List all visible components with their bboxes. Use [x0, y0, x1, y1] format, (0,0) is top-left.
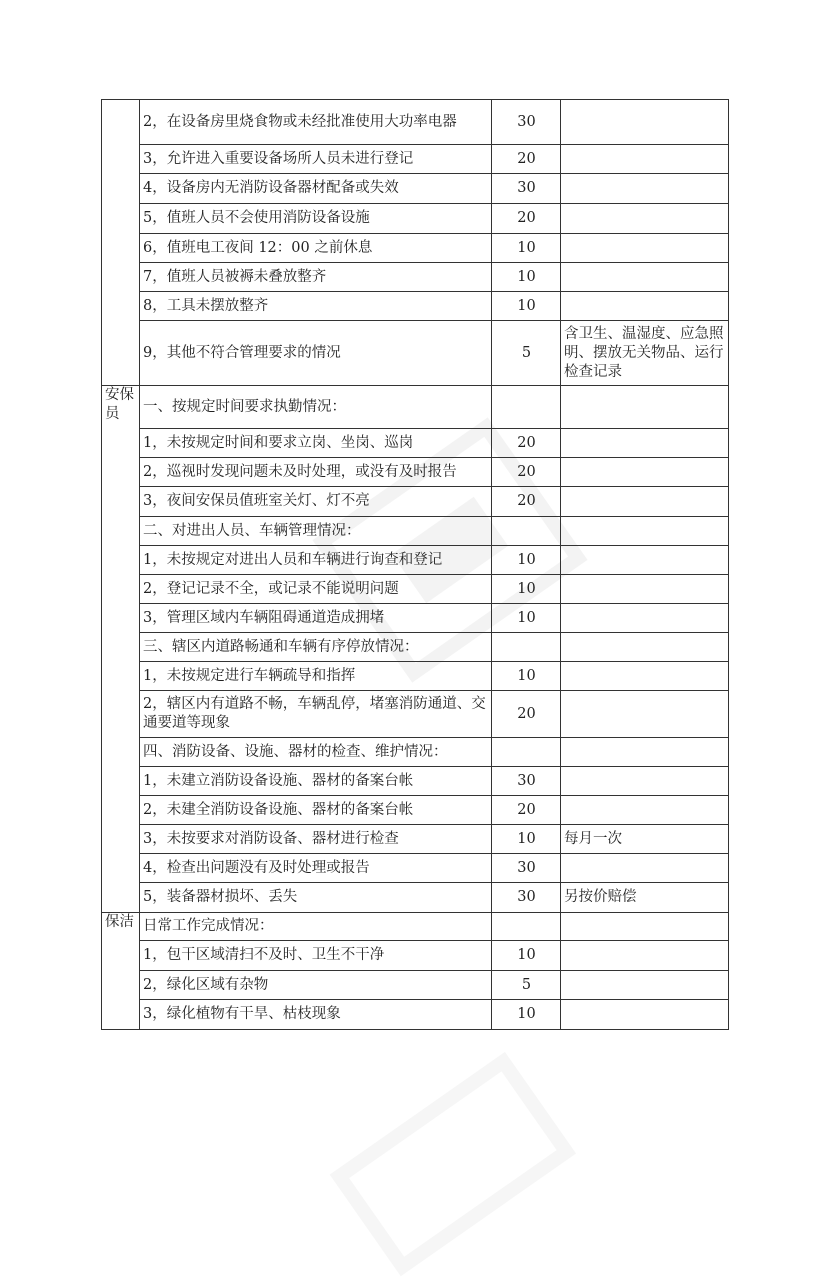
score-cell: 30: [492, 100, 561, 145]
item-cell: 2，在设备房里烧食物或未经批准使用大功率电器: [140, 100, 492, 145]
note-cell: [561, 796, 729, 825]
item-cell: 5，装备器材损坏、丢失: [140, 883, 492, 913]
score-cell: [492, 517, 561, 546]
table-row: [102, 100, 729, 145]
score-cell: 30: [492, 854, 561, 883]
note-cell: [561, 546, 729, 575]
table-row: [102, 691, 729, 738]
table-row: [102, 854, 729, 883]
item-cell: 二、对进出人员、车辆管理情况：: [140, 517, 492, 546]
table-body: [102, 100, 729, 1030]
score-cell: 10: [492, 941, 561, 971]
table-row: [102, 971, 729, 1000]
note-cell: [561, 386, 729, 429]
item-cell: 1，未建立消防设备设施、器材的备案台帐: [140, 767, 492, 796]
score-cell: 10: [492, 825, 561, 854]
note-cell: 每月一次: [561, 825, 729, 854]
table-row: [102, 517, 729, 546]
item-cell: 1，未按规定进行车辆疏导和指挥: [140, 662, 492, 691]
note-cell: 含卫生、温湿度、应急照明、摆放无关物品、运行检查记录: [561, 321, 729, 386]
score-cell: [492, 633, 561, 662]
item-cell: 2，辖区内有道路不畅，车辆乱停，堵塞消防通道、交通要道等现象: [140, 691, 492, 738]
table-row: [102, 429, 729, 458]
table-row: [102, 941, 729, 971]
table-row: [102, 825, 729, 854]
item-cell: 日常工作完成情况：: [140, 913, 492, 941]
section-label: [102, 100, 140, 386]
item-cell: 6，值班电工夜间 12：00 之前休息: [140, 234, 492, 263]
table-row: [102, 292, 729, 321]
table-row: [102, 796, 729, 825]
note-cell: [561, 767, 729, 796]
score-cell: 5: [492, 971, 561, 1000]
table-row: [102, 204, 729, 234]
note-cell: [561, 633, 729, 662]
note-cell: [561, 575, 729, 604]
score-cell: 30: [492, 174, 561, 204]
note-cell: [561, 174, 729, 204]
note-cell: 另按价赔偿: [561, 883, 729, 913]
table-row: [102, 546, 729, 575]
section-label: 安保员: [102, 386, 140, 913]
note-cell: [561, 204, 729, 234]
section-label: 保洁: [102, 913, 140, 1030]
note-cell: [561, 738, 729, 767]
score-cell: 20: [492, 796, 561, 825]
item-cell: 3，允许进入重要设备场所人员未进行登记: [140, 145, 492, 174]
note-cell: [561, 100, 729, 145]
table-row: [102, 321, 729, 386]
score-cell: 20: [492, 458, 561, 487]
item-cell: 3，绿化植物有干旱、枯枝现象: [140, 1000, 492, 1030]
table-row: [102, 662, 729, 691]
score-cell: 20: [492, 204, 561, 234]
item-cell: 2，未建全消防设备设施、器材的备案台帐: [140, 796, 492, 825]
note-cell: [561, 854, 729, 883]
note-cell: [561, 517, 729, 546]
score-cell: [492, 386, 561, 429]
note-cell: [561, 292, 729, 321]
score-cell: 10: [492, 662, 561, 691]
inspection-score-table: [101, 99, 729, 1030]
item-cell: 1，未按规定时间和要求立岗、坐岗、巡岗: [140, 429, 492, 458]
score-cell: 10: [492, 234, 561, 263]
item-cell: 1，未按规定对进出人员和车辆进行询查和登记: [140, 546, 492, 575]
score-cell: 10: [492, 575, 561, 604]
item-cell: 8，工具未摆放整齐: [140, 292, 492, 321]
table-row: [102, 883, 729, 913]
note-cell: [561, 913, 729, 941]
score-cell: 10: [492, 263, 561, 292]
score-cell: [492, 738, 561, 767]
score-cell: 30: [492, 767, 561, 796]
note-cell: [561, 941, 729, 971]
table-row: [102, 487, 729, 517]
score-cell: 10: [492, 292, 561, 321]
note-cell: [561, 971, 729, 1000]
item-cell: 3，夜间安保员值班室关灯、灯不亮: [140, 487, 492, 517]
note-cell: [561, 145, 729, 174]
item-cell: 2，绿化区域有杂物: [140, 971, 492, 1000]
item-cell: 7，值班人员被褥未叠放整齐: [140, 263, 492, 292]
watermark-bottom: [312, 1034, 589, 1286]
item-cell: 9，其他不符合管理要求的情况: [140, 321, 492, 386]
note-cell: [561, 604, 729, 633]
note-cell: [561, 263, 729, 292]
table-row: [102, 575, 729, 604]
table-row: [102, 738, 729, 767]
note-cell: [561, 662, 729, 691]
table-row: [102, 458, 729, 487]
table-row: [102, 386, 729, 429]
score-cell: 5: [492, 321, 561, 386]
table-row: [102, 633, 729, 662]
note-cell: [561, 487, 729, 517]
table-row: [102, 145, 729, 174]
note-cell: [561, 691, 729, 738]
note-cell: [561, 234, 729, 263]
score-cell: 20: [492, 145, 561, 174]
score-cell: 10: [492, 1000, 561, 1030]
score-cell: 20: [492, 487, 561, 517]
score-cell: 10: [492, 604, 561, 633]
note-cell: [561, 429, 729, 458]
item-cell: 2，登记记录不全，或记录不能说明问题: [140, 575, 492, 604]
item-cell: 2，巡视时发现问题未及时处理，或没有及时报告: [140, 458, 492, 487]
table-row: [102, 604, 729, 633]
table-row: [102, 913, 729, 941]
table-row: [102, 1000, 729, 1030]
score-cell: 20: [492, 691, 561, 738]
item-cell: 4，检查出问题没有及时处理或报告: [140, 854, 492, 883]
note-cell: [561, 1000, 729, 1030]
item-cell: 四、消防设备、设施、器材的检查、维护情况：: [140, 738, 492, 767]
table-row: [102, 767, 729, 796]
item-cell: 一、按规定时间要求执勤情况：: [140, 386, 492, 429]
table-row: [102, 263, 729, 292]
item-cell: 5，值班人员不会使用消防设备设施: [140, 204, 492, 234]
note-cell: [561, 458, 729, 487]
score-cell: 10: [492, 546, 561, 575]
item-cell: 4，设备房内无消防设备器材配备或失效: [140, 174, 492, 204]
item-cell: 3，管理区域内车辆阻碍通道造成拥堵: [140, 604, 492, 633]
score-cell: 20: [492, 429, 561, 458]
item-cell: 3，未按要求对消防设备、器材进行检查: [140, 825, 492, 854]
score-cell: [492, 913, 561, 941]
item-cell: 1，包干区域清扫不及时、卫生不干净: [140, 941, 492, 971]
table-row: [102, 234, 729, 263]
score-cell: 30: [492, 883, 561, 913]
table-row: [102, 174, 729, 204]
item-cell: 三、辖区内道路畅通和车辆有序停放情况：: [140, 633, 492, 662]
